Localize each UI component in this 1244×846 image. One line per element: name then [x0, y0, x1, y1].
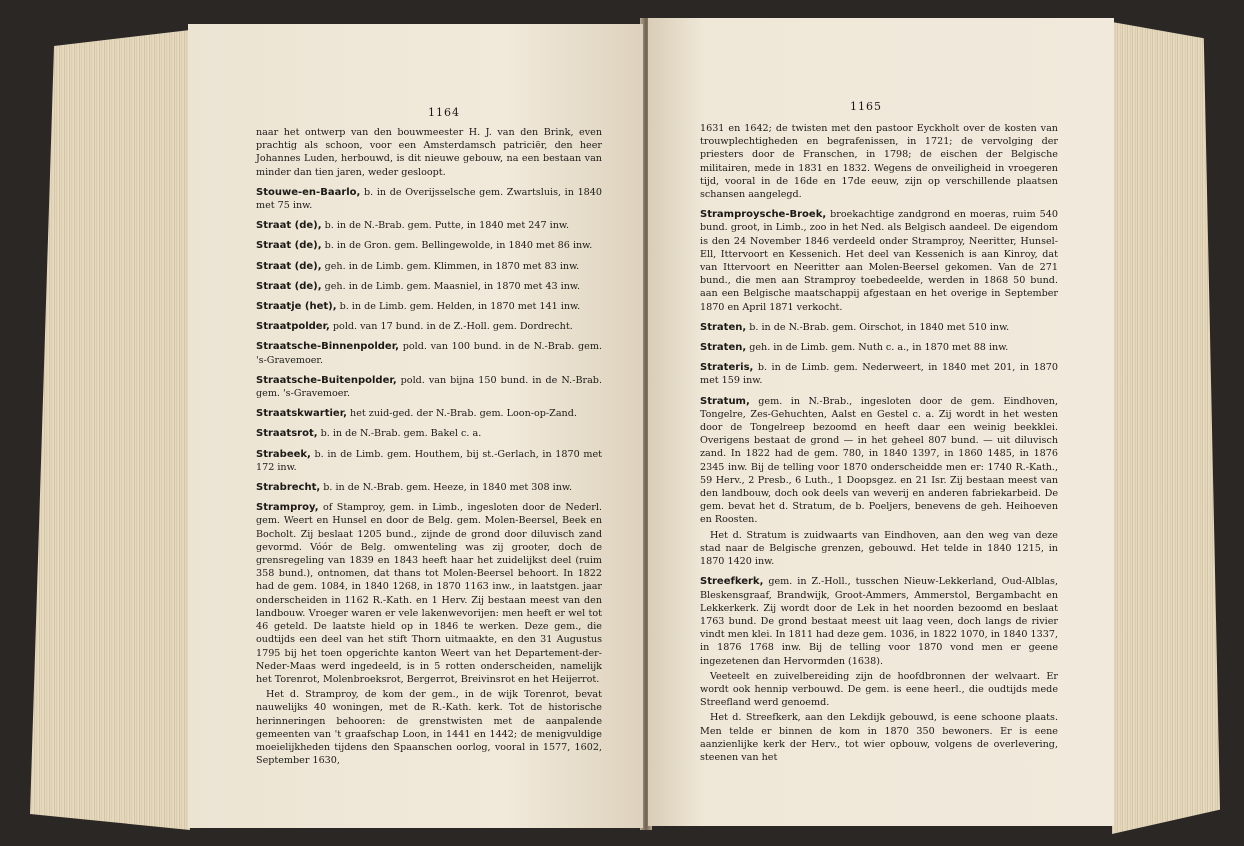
entry	[700, 529, 1058, 569]
right-page	[648, 18, 1114, 826]
entry	[256, 126, 602, 179]
entry-lemma: Straten,	[700, 321, 747, 333]
entry	[700, 208, 1058, 314]
entry	[256, 186, 602, 212]
entry	[256, 688, 602, 767]
entry-text: of Stamproy, gem. in Limb., ingesloten door de Nederl. gem. Weert en Hunsel en door de Belg. gem. Molen-Beersel, Beek en Bocholt. Zij beslaat 1205 bund., zijnde de grond door diluvisch zand gevormd. Vóór de Belg. omwenteling was zij grooter, doch de grensregeling van 1839 en 1843 heeft haar het zuidelijkst deel (ruim 358 bund.), ontnomen, dat thans tot Molen-Beersel behoort. In 1822 had de gem. 1084, in 1840 1268, in 1870 1163 inw., in laatstgen. jaar onderscheiden in 1162 R.-Kath. en 1 Herv. Zij bestaan meest van den landbouw. Vroeger waren er vele lakenwevorijen: men heeft er wel tot 46 geteld. De laatste hield op in 1846 te werken. Deze gem., die oudtijds een deel van het stift Thorn uitmaakte, en den 31 Augustus 1795 bij het toen opgerichte kanton Weert van het Departement-der-Neder-Maas werd ingedeeld, is in 5 rotten onderscheiden, namelijk het Torenrot, Molenbroeksrot, Bergerrot, Breivinsrot en het Heijerrot.	[256, 502, 602, 685]
entry	[700, 321, 1058, 334]
page-number-right: 1165	[850, 100, 882, 113]
entry-text: geh. in de Limb. gem. Klimmen, in 1870 met 83 inw.	[321, 260, 580, 272]
entry-text: geh. in de Limb. gem. Nuth c. a., in 1870 met 88 inw.	[746, 342, 1009, 354]
entry-lemma: Straatskwartier,	[256, 408, 347, 420]
entry-text: b. in de N.-Brab. gem. Heeze, in 1840 met 308 inw.	[320, 482, 573, 494]
entry-lemma: Strabrecht,	[256, 482, 321, 494]
entry	[700, 341, 1058, 354]
entry-lemma: Straatsrot,	[256, 428, 318, 440]
right-page-stack	[1112, 22, 1220, 834]
entry-text: Het d. Stramproy, de kom der gem., in de wijk Torenrot, bevat nauwelijks 40 woningen, met de R.-Kath. kerk. Tot de historische herinneringen behooren: de grenstwisten met de aanpalende gemeenten van 't graafschap Loon, in 1441 en 1442; de menigvuldige moeielijkheden tijdens den Spaanschen oorlog, vooral in 1577, 1602, September 1630,	[256, 689, 602, 767]
entry-text: b. in de N.-Brab. gem. Bakel c. a.	[317, 428, 482, 440]
right-page-text	[700, 122, 1058, 771]
entry-lemma: Straatsche-Binnenpolder,	[256, 341, 399, 353]
entry-text: gem. in Z.-Holl., tusschen Nieuw-Lekkerland, Oud-Alblas, Bleskensgraaf, Brandwijk, Groot-Ammers, Ammerstol, Bergambacht en Lekkerkerk. Zij wordt door de Lek in het noorden bezoomd en beslaat 1763 bund. De grond bestaat meest uit laag veen, doch langs de rivier vindt men klei. In 1811 had deze gem. 1036, in 1822 1070, in 1840 1337, in 1876 1768 inw. Bij de telling voor 1870 vond men er geene ingezetenen dan Hervormden (1638).	[700, 576, 1058, 667]
entry	[256, 501, 602, 686]
entry-text: b. in de N.-Brab. gem. Oirschot, in 1840 met 510 inw.	[746, 321, 1010, 333]
entry-text: b. in de Gron. gem. Bellingewolde, in 1840 met 86 inw.	[321, 240, 593, 252]
entry	[256, 374, 602, 400]
entry-text: b. in de N.-Brab. gem. Putte, in 1840 met 247 inw.	[321, 220, 569, 232]
entry-text: Het d. Stratum is zuidwaarts van Eindhoven, aan den weg van deze stad naar de Belgische grenzen, gebouwd. Het telde in 1840 1215, in 1870 1420 inw.	[700, 529, 1058, 568]
entry-lemma: Straat (de),	[256, 220, 322, 232]
left-page	[188, 24, 643, 828]
entry-text: geh. in de Limb. gem. Maasniel, in 1870 met 43 inw.	[321, 280, 581, 292]
entry-text: het zuid-ged. der N.-Brab. gem. Loon-op-Zand.	[346, 408, 577, 420]
entry	[256, 340, 602, 366]
entry-text: b. in de Overijsselsche gem. Zwartsluis, in 1840 met 75 inw.	[256, 186, 602, 212]
entry-lemma: Strateris,	[700, 362, 754, 374]
entry-text: b. in de Limb. gem. Helden, in 1870 met 141 inw.	[336, 301, 581, 313]
entry-text: pold. van 100 bund. in de N.-Brab. gem. 's-Gravemoer.	[256, 341, 602, 366]
entry	[256, 448, 602, 474]
entry	[256, 320, 602, 333]
entry	[700, 711, 1058, 764]
entry-lemma: Straat (de),	[256, 240, 322, 252]
entry-text: 1631 en 1642; de twisten met den pastoor Eyckholt over de kosten van trouwplechtigheden en begrafenissen, in 1721; de vervolging der priesters door de Franschen, in 1798; de eischen der Belgische militairen, mede in 1831 en 1832. Wegens de onveiligheid in vroegeren tijd, vooral in de 16de en 17de eeuw, zijn op verschillende plaatsen schansen aangelegd.	[700, 123, 1058, 201]
entry	[700, 670, 1058, 710]
entry-lemma: Streefkerk,	[700, 576, 764, 588]
entry-lemma: Straat (de),	[256, 260, 322, 272]
entry	[256, 300, 602, 313]
entry	[700, 395, 1058, 527]
entry-lemma: Straten,	[700, 342, 747, 354]
entry-text: Veeteelt en zuivelbereiding zijn de hoofdbronnen der welvaart. Er wordt ook hennip verbouwd. De gem. is eene heerl., die oudtijds mede Streefland werd genoemd.	[700, 670, 1058, 709]
entry	[256, 407, 602, 420]
entry-text: gem. in N.-Brab., ingesloten door de gem. Eindhoven, Tongelre, Zes-Gehuchten, Aalst en Gestel c. a. Zij wordt in het westen door de Tongelreep bezoomd en heeft daar een weinig beekklei. Overigens bestaat de grond — in het geheel 807 bund. — uit diluvisch zand. In 1822 had de gem. 780, in 1840 1397, in 1860 1485, in 1876 2345 inw. Bij de telling voor 1870 onderscheidde men er: 1740 R.-Kath., 59 Herv., 2 Presb., 6 Luth., 1 Doopsgez. en 21 Isr. Zij bestaan meest van den landbouw, doch ook deels van weverij en anderen fabriekarbeid. De gem. bevat het d. Stratum, de b. Poeljers, benevens de geh. Heihoeven en Roosten.	[700, 395, 1058, 526]
left-page-stack	[30, 30, 190, 830]
entry	[256, 427, 602, 440]
entry-lemma: Stramproysche-Broek,	[700, 209, 827, 221]
entry	[256, 260, 602, 273]
page-number-left: 1164	[428, 106, 460, 119]
entry	[700, 122, 1058, 201]
entry-text: naar het ontwerp van den bouwmeester H. J. van den Brink, even prachtig als schoon, voor een Amsterdamsch patriciër, den heer Johannes Luden, herbouwd, is dit nieuwe gebouw, na een bestaan van minder dan tien jaren, weder gesloopt.	[256, 127, 602, 178]
entry	[700, 361, 1058, 387]
entry	[256, 219, 602, 232]
entry-text: b. in de Limb. gem. Nederweert, in 1840 met 201, in 1870 met 159 inw.	[700, 362, 1058, 387]
entry-lemma: Stratum,	[700, 395, 750, 407]
entry-lemma: Straatpolder,	[256, 321, 330, 333]
entry-text: Het d. Streefkerk, aan den Lekdijk gebouwd, is eene schoone plaats. Men telde er binnen de kom in 1870 350 bewoners. Er is eene aanzienlijke kerk der Herv., tot wier opbouw, volgens de overlevering, steenen van het	[700, 712, 1058, 763]
entry-text: broekachtige zandgrond en moeras, ruim 540 bund. groot, in Limb., zoo in het Ned. als Belgisch aandeel. De eigendom is den 24 November 1846 verdeeld onder Stramproy, Neeritter, Hunsel-Ell, Ittervoort en Kessenich. Het deel van Kessenich is aan Kinroy, dat van Ittervoort en Neeritter aan Molen-Beersel gekomen. Van de 271 bund., die men aan Stramproy toebedeelde, werden in 1868 50 bund. aan een Belgische maatschappij afgestaan en het overige in September 1870 en April 1871 verkocht.	[700, 209, 1058, 313]
entry-lemma: Straat (de),	[256, 280, 322, 292]
left-page-text	[256, 126, 602, 774]
entry-text: b. in de Limb. gem. Houthem, bij st.-Gerlach, in 1870 met 172 inw.	[256, 448, 602, 473]
entry	[256, 280, 602, 293]
entry-text: pold. van 17 bund. in de Z.-Holl. gem. Dordrecht.	[329, 321, 573, 333]
entry-lemma: Straatje (het),	[256, 301, 337, 313]
entry-lemma: Stouwe-en-Baarlo,	[256, 186, 361, 198]
entry-lemma: Strabeek,	[256, 448, 311, 460]
entry-lemma: Stramproy,	[256, 502, 319, 514]
entry	[256, 481, 602, 494]
entry-lemma: Straatsche-Buitenpolder,	[256, 374, 397, 386]
entry	[700, 575, 1058, 667]
entry	[256, 239, 602, 252]
entry-text: pold. van bijna 150 bund. in de N.-Brab. gem. 's-Gravemoer.	[256, 374, 602, 400]
